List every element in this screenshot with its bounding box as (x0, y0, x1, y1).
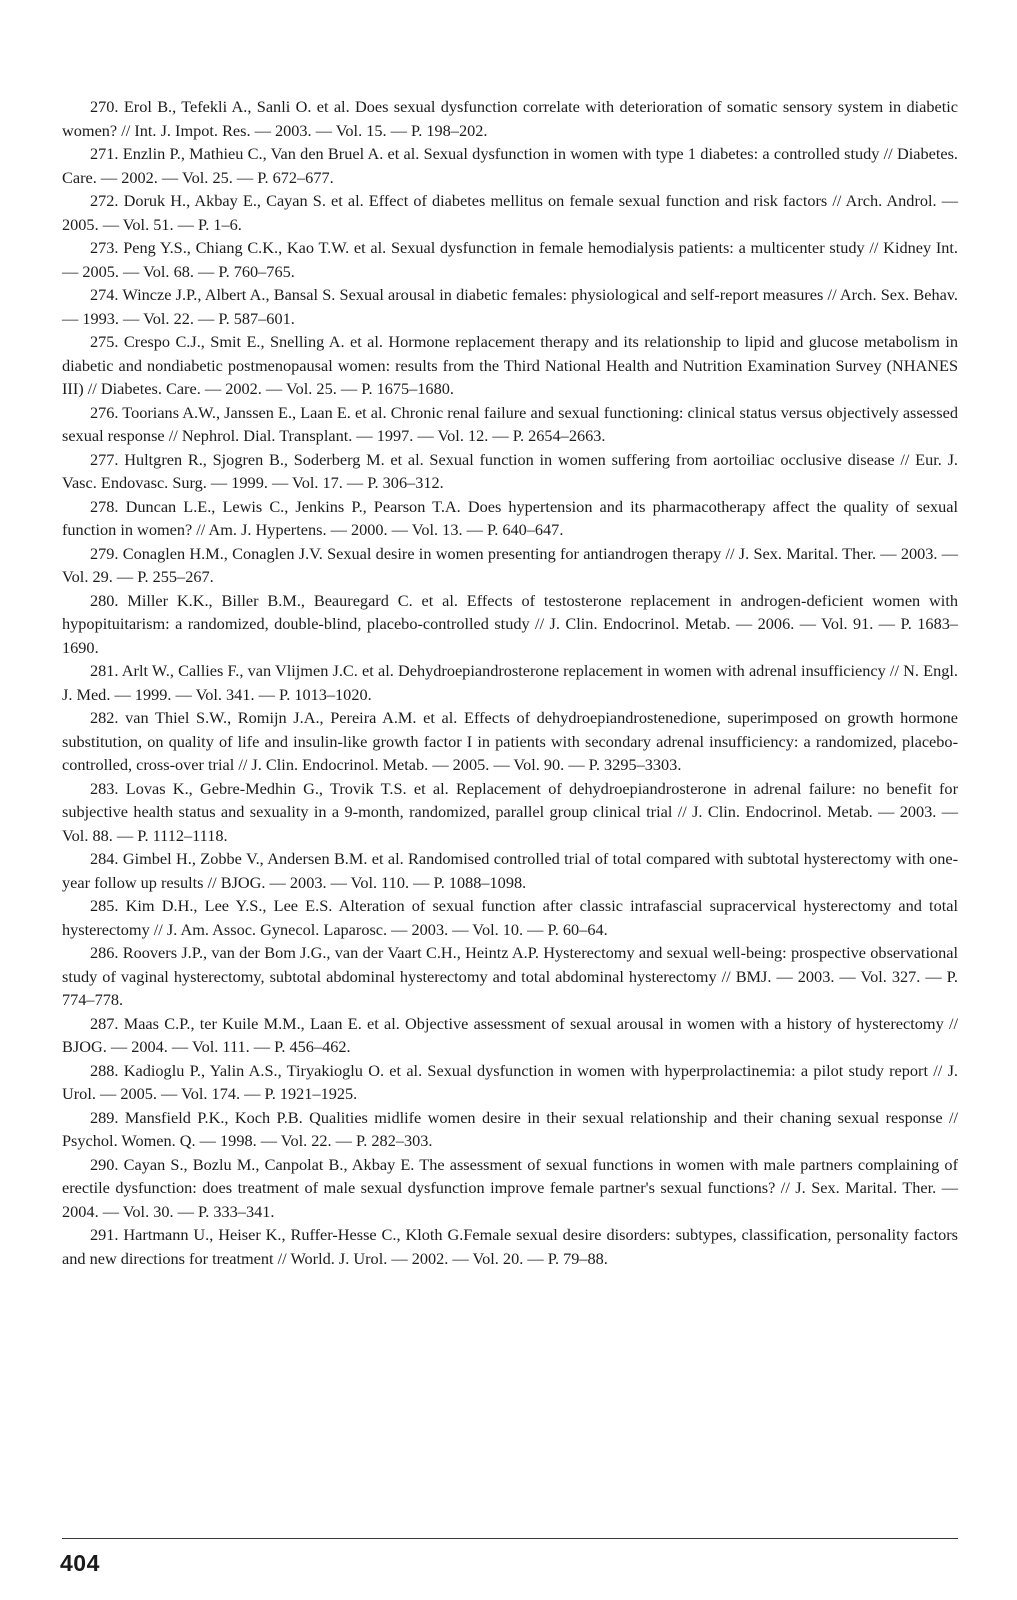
reference-283: 283. Lovas K., Gebre-Medhin G., Trovik T.S. et al. Replacement of dehydroepiandrosterone in adrenal failure: no benefit for subjective health status and sexuality in a 9-month, randomized, parallel group clinical trial // J. Clin. Endocrinol. Metab. — 2003. — Vol. 88. — P. 1112–1118. (62, 778, 958, 845)
reference-289: 289. Mansfield P.K., Koch P.B. Qualities midlife women desire in their sexual relationship and their chaning sexual response // Psychol. Women. Q. — 1998. — Vol. 22. — P. 282–303. (62, 1107, 958, 1150)
reference-271: 271. Enzlin P., Mathieu C., Van den Bruel A. et al. Sexual dysfunction in women with type 1 diabetes: a controlled study // Diabetes. Care. — 2002. — Vol. 25. — P. 672–677. (62, 144, 958, 187)
page-number: 404 (60, 1550, 100, 1576)
reference-280: 280. Miller K.K., Biller B.M., Beauregard C. et al. Effects of testosterone replacement in androgen-deficient women with hypopituitarism: a randomized, double-blind, placebo-controlled study // J. Clin. Endocrinol. Metab. — 2006. — Vol. 91. — P. 1683–1690. (62, 590, 958, 657)
reference-285: 285. Kim D.H., Lee Y.S., Lee E.S. Alteration of sexual function after classic intrafascial supracervical hysterectomy and total hysterectomy // J. Am. Assoc. Gynecol. Laparosc. — 2003. — Vol. 10. — P. 60–64. (62, 896, 958, 939)
footer-divider (62, 1538, 958, 1539)
reference-287: 287. Maas C.P., ter Kuile M.M., Laan E. et al. Objective assessment of sexual arousal in women with a history of hysterectomy // BJOG. — 2004. — Vol. 111. — P. 456–462. (62, 1013, 958, 1056)
reference-274: 274. Wincze J.P., Albert A., Bansal S. Sexual arousal in diabetic females: physiological and self-report measures // Arch. Sex. Behav. — 1993. — Vol. 22. — P. 587–601. (62, 285, 958, 328)
reference-275: 275. Crespo C.J., Smit E., Snelling A. et al. Hormone replacement therapy and its relationship to lipid and glucose metabolism in diabetic and nondiabetic postmenopausal women: results from the Third National Health and Nutrition Examination Survey (NHANES III) // Diabetes. Care. — 2002. — Vol. 25. — P. 1675–1680. (62, 332, 958, 398)
reference-286: 286. Roovers J.P., van der Bom J.G., van der Vaart C.H., Heintz A.P. Hysterectomy and sexual well-being: prospective observational study of vaginal hysterectomy, subtotal abdominal hysterectomy and total abdominal hysterectomy // BMJ. — 2003. — Vol. 327. — P. 774–778. (62, 943, 958, 1009)
reference-270: 270. Erol B., Tefekli A., Sanli O. et al. Does sexual dysfunction correlate with deterioration of somatic sensory system in diabetic women? // Int. J. Impot. Res. — 2003. — Vol. 15. — P. 198–202. (62, 97, 958, 140)
reference-290: 290. Cayan S., Bozlu M., Canpolat B., Akbay E. The assessment of sexual functions in women with male partners complaining of erectile dysfunction: does treatment of male sexual dysfunction improve female partner's sexual functions? // J. Sex. Marital. Ther. — 2004. — Vol. 30. — P. 333–341. (62, 1154, 958, 1221)
reference-288: 288. Kadioglu P., Yalin A.S., Tiryakioglu O. et al. Sexual dysfunction in women with hyperprolactinemia: a pilot study report // J. Urol. — 2005. — Vol. 174. — P. 1921–1925. (62, 1060, 958, 1103)
reference-278: 278. Duncan L.E., Lewis C., Jenkins P., Pearson T.A. Does hypertension and its pharmacotherapy affect the quality of sexual function in women? // Am. J. Hypertens. — 2000. — Vol. 13. — P. 640–647. (62, 496, 958, 539)
reference-291: 291. Hartmann U., Heiser K., Ruffer-Hesse C., Kloth G.Female sexual desire disorders: subtypes, classification, personality factors and new directions for treatment // World. J. Urol. — 2002. — Vol. 20. — P. 79–88. (62, 1225, 958, 1268)
reference-277: 277. Hultgren R., Sjogren B., Soderberg M. et al. Sexual function in women suffering from aortoiliac occlusive disease // Eur. J. Vasc. Endovasc. Surg. — 1999. — Vol. 17. — P. 306–312. (62, 449, 958, 492)
reference-273: 273. Peng Y.S., Chiang C.K., Kao T.W. et al. Sexual dysfunction in female hemodialysis patients: a multicenter study // Kidney Int. — 2005. — Vol. 68. — P. 760–765. (62, 238, 958, 281)
reference-279: 279. Conaglen H.M., Conaglen J.V. Sexual desire in women presenting for antiandrogen therapy // J. Sex. Marital. Ther. — 2003. — Vol. 29. — P. 255–267. (62, 543, 958, 586)
reference-284: 284. Gimbel H., Zobbe V., Andersen B.M. et al. Randomised controlled trial of total compared with subtotal hysterectomy with one-year follow up results // BJOG. — 2003. — Vol. 110. — P. 1088–1098. (62, 849, 958, 892)
reference-list (62, 95, 958, 1270)
reference-276: 276. Toorians A.W., Janssen E., Laan E. et al. Chronic renal failure and sexual functioning: clinical status versus objectively assessed sexual response // Nephrol. Dial. Transplant. — 1997. — Vol. 12. — P. 2654–2663. (62, 402, 958, 445)
reference-281: 281. Arlt W., Callies F., van Vlijmen J.C. et al. Dehydroepiandrosterone replacement in women with adrenal insufficiency // N. Engl. J. Med. — 1999. — Vol. 341. — P. 1013–1020. (62, 661, 958, 704)
reference-272: 272. Doruk H., Akbay E., Cayan S. et al. Effect of diabetes mellitus on female sexual function and risk factors // Arch. Androl. — 2005. — Vol. 51. — P. 1–6. (62, 191, 958, 234)
reference-282: 282. van Thiel S.W., Romijn J.A., Pereira A.M. et al. Effects of dehydroepiandrostenedione, superimposed on growth hormone substitution, on quality of life and insulin-like growth factor I in patients with secondary adrenal insufficiency: a randomized, placebo-controlled, cross-over trial // J. Clin. Endocrinol. Metab. — 2005. — Vol. 90. — P. 3295–3303. (62, 708, 958, 774)
